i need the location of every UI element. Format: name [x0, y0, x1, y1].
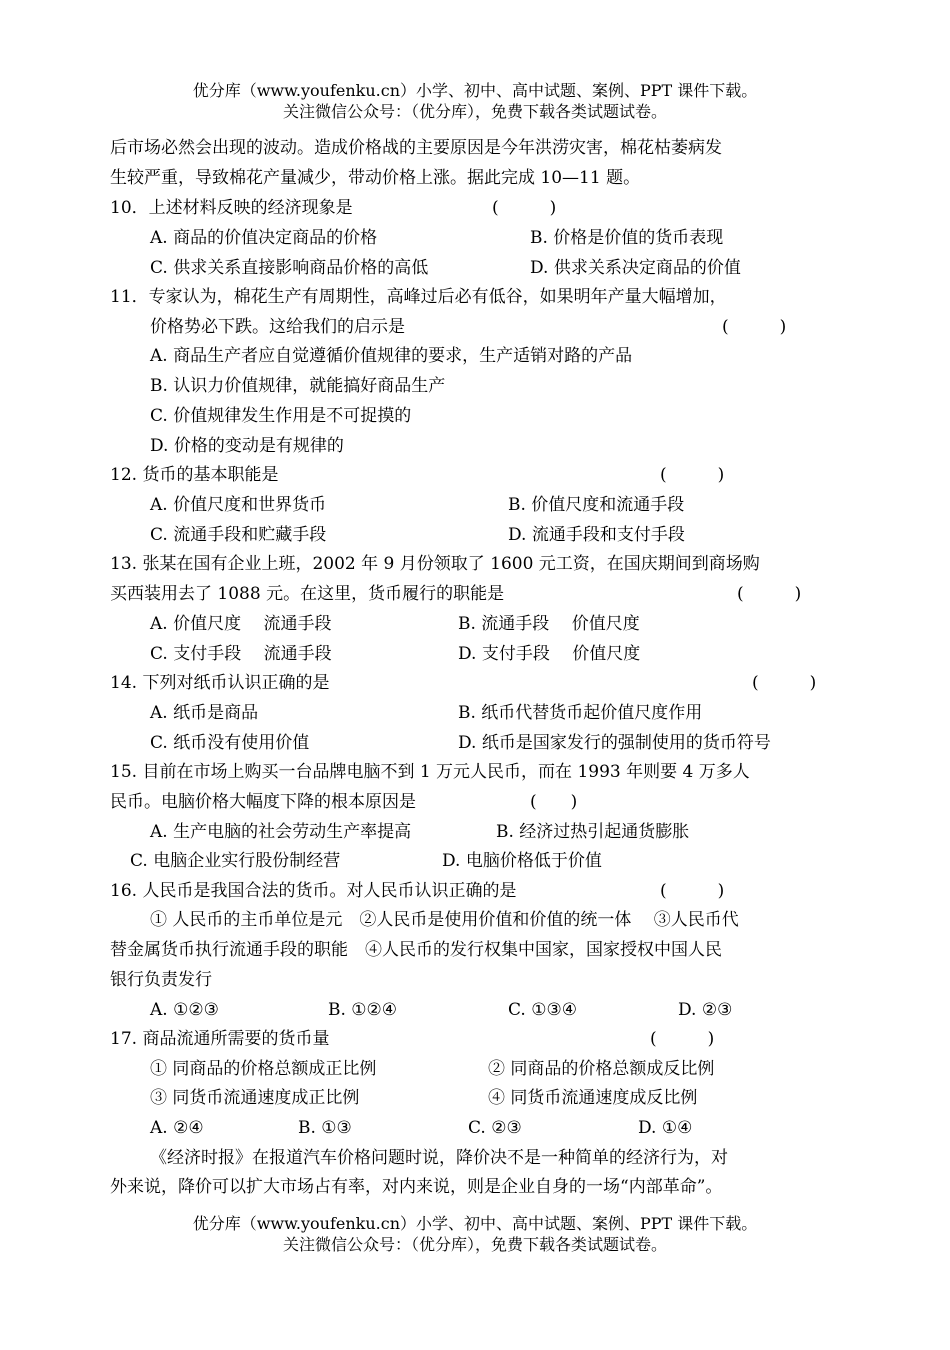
q13-stem-line2: 买西装用去了 1088 元。在这里，货币履行的职能是: [110, 584, 505, 604]
q13-option-b: B. 流通手段 价值尺度: [458, 614, 640, 634]
q16-answer-paren: ( ): [660, 881, 725, 901]
q15-option-d: D. 电脑价格低于价值: [442, 851, 602, 871]
q16-statements-line1: ① 人民币的主币单位是元 ②人民币是使用价值和价值的统一体 ③人民币代: [150, 910, 739, 930]
q13-answer-paren: ( ): [737, 584, 802, 604]
q16-option-a: A. ①②③: [150, 1000, 219, 1020]
q13-option-a: A. 价值尺度 流通手段: [150, 614, 332, 634]
q13-option-d: D. 支付手段 价值尺度: [458, 644, 641, 664]
q14-option-c: C. 纸币没有使用价值: [150, 733, 310, 753]
q10-option-d: D. 供求关系决定商品的价值: [530, 258, 741, 278]
q11-stem-line1: 11．专家认为，棉花生产有周期性，高峰过后必有低谷，如果明年产量大幅增加，: [110, 287, 727, 307]
q11-stem-line2: 价格势必下跌。这给我们的启示是: [150, 317, 405, 337]
q17-option-d: D. ①④: [638, 1118, 693, 1138]
q12-stem: 12. 货币的基本职能是: [110, 465, 279, 485]
q13-stem-line1: 13. 张某在国有企业上班，2002 年 9 月份领取了 1600 元工资，在国庆期间到商场购: [110, 554, 760, 574]
q17-statement-1: ① 同商品的价格总额成正比例: [150, 1059, 377, 1079]
q14-option-a: A. 纸币是商品: [150, 703, 259, 723]
q12-option-d: D. 流通手段和支付手段: [508, 525, 685, 545]
q14-answer-paren: ( ): [752, 673, 817, 693]
q12-option-a: A. 价值尺度和世界货币: [150, 495, 327, 515]
q10-answer-paren: ( ): [492, 198, 557, 218]
q14-option-b: B. 纸币代替货币起价值尺度作用: [458, 703, 703, 723]
q14-stem: 14. 下列对纸币认识正确的是: [110, 673, 330, 693]
outro-line2: 外来说，降价可以扩大市场占有率，对内来说，则是企业自身的一场“内部革命”。: [110, 1177, 723, 1197]
page-header-line1: 优分库（www.youfenku.cn）小学、初中、高中试题、案例、PPT 课件下载。: [192, 81, 758, 100]
q17-option-c: C. ②③: [468, 1118, 522, 1138]
q15-option-b: B. 经济过热引起通货膨胀: [496, 822, 690, 842]
q10-stem: 10．上述材料反映的经济现象是: [110, 198, 353, 218]
q16-stem: 16. 人民币是我国合法的货币。对人民币认识正确的是: [110, 881, 517, 901]
q16-option-c: C. ①③④: [508, 1000, 577, 1020]
q15-option-c: C. 电脑企业实行股份制经营: [130, 851, 341, 871]
q11-option-b: B. 认识力价值规律，就能搞好商品生产: [150, 376, 446, 396]
q16-option-b: B. ①②④: [328, 1000, 398, 1020]
outro-line1: 《经济时报》在报道汽车价格问题时说，降价决不是一种简单的经济行为，对: [150, 1148, 728, 1168]
q17-option-a: A. ②④: [150, 1118, 204, 1138]
q10-option-c: C. 供求关系直接影响商品价格的高低: [150, 258, 429, 278]
q11-option-c: C. 价值规律发生作用是不可捉摸的: [150, 406, 412, 426]
q11-answer-paren: ( ): [722, 317, 787, 337]
q17-option-b: B. ①③: [298, 1118, 352, 1138]
q15-stem-line2: 民币。电脑价格大幅度下降的根本原因是: [110, 792, 416, 812]
q11-option-a: A. 商品生产者应自觉遵循价值规律的要求，生产适销对路的产品: [150, 346, 633, 366]
q11-option-d: D. 价格的变动是有规律的: [150, 436, 344, 456]
q15-option-a: A. 生产电脑的社会劳动生产率提高: [150, 822, 412, 842]
q15-answer-paren: ( ): [530, 792, 578, 812]
intro-line1: 后市场必然会出现的波动。造成价格战的主要原因是今年洪涝灾害，棉花枯萎病发: [110, 138, 722, 158]
q12-answer-paren: ( ): [660, 465, 725, 485]
q17-answer-paren: ( ): [650, 1029, 715, 1049]
q17-statement-3: ③ 同货币流通速度成正比例: [150, 1088, 360, 1108]
q17-stem: 17. 商品流通所需要的货币量: [110, 1029, 330, 1049]
q16-statements-line3: 银行负责发行: [110, 970, 212, 990]
q17-statement-2: ② 同商品的价格总额成反比例: [488, 1059, 715, 1079]
q17-statement-4: ④ 同货币流通速度成反比例: [488, 1088, 698, 1108]
page-footer-line2: 关注微信公众号：（优分库），免费下载各类试题试卷。: [282, 1235, 667, 1254]
q10-option-b: B. 价格是价值的货币表现: [530, 228, 724, 248]
q16-option-d: D. ②③: [678, 1000, 733, 1020]
q12-option-c: C. 流通手段和贮藏手段: [150, 525, 327, 545]
page-header-line2: 关注微信公众号：（优分库），免费下载各类试题试卷。: [282, 102, 667, 121]
q15-stem-line1: 15. 目前在市场上购买一台品牌电脑不到 1 万元人民币，而在 1993 年则要 4 万多人: [110, 762, 750, 782]
q12-option-b: B. 价值尺度和流通手段: [508, 495, 685, 515]
page-footer-line1: 优分库（www.youfenku.cn）小学、初中、高中试题、案例、PPT 课件下载。: [192, 1214, 758, 1233]
q14-option-d: D. 纸币是国家发行的强制使用的货币符号: [458, 733, 771, 753]
q13-option-c: C. 支付手段 流通手段: [150, 644, 332, 664]
q10-option-a: A. 商品的价值决定商品的价格: [150, 228, 378, 248]
q16-statements-line2: 替金属货币执行流通手段的职能 ④人民币的发行权集中国家，国家授权中国人民: [110, 940, 722, 960]
intro-line2: 生较严重，导致棉花产量减少，带动价格上涨。据此完成 10—11 题。: [110, 168, 641, 188]
